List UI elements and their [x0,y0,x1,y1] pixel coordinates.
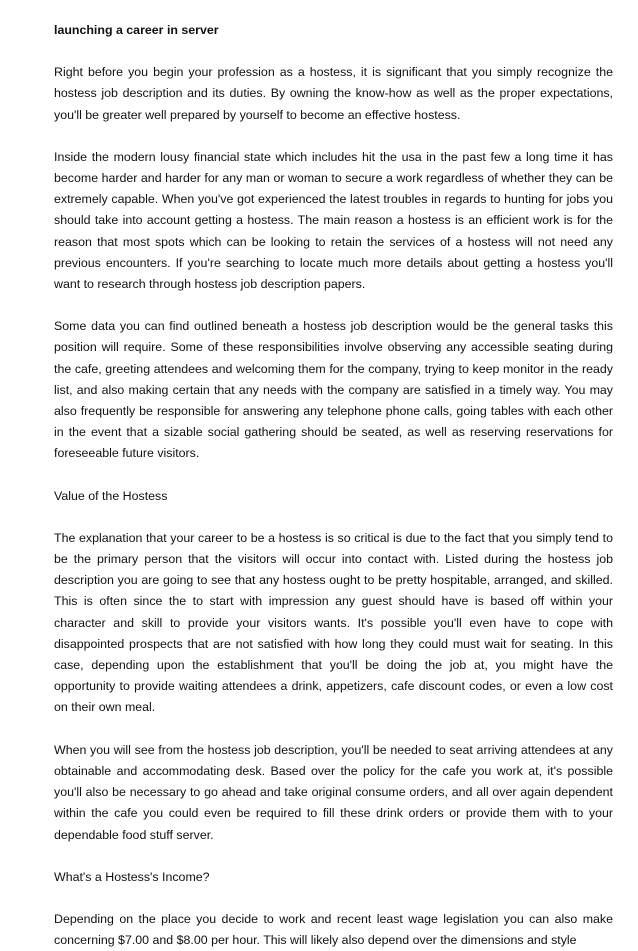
paragraph-importance: The explanation that your career to be a hostess is so critical is due to the fact that you simply tend to be the primary person that the visitors will occur into contact with. Listed during the hostess job description you are going to see that any hostess ought to be pretty hospitable, arranged, and skilled. This is often since the to start with impression any guest should have is based off within your character and skill to provide your visitors wants. It's possible you'll even have to cope with disappointed prospects that are not satisfied with how long they could must wait for seating. In this case, depending upon the establishment that you'll be doing the job at, you might have the opportunity to provide waiting attendees a drink, appetizers, cafe discount codes, or even a low cost on their own meal. [54,530,613,715]
paragraph-duties: Some data you can find outlined beneath a hostess job description would be the general tasks this position will require. Some of these responsibilities involve observing any accessible seating during the cafe, greeting attendees and welcoming them for the company, trying to keep monitor in the ready list, and also making certain that any needs with the company are satisfied in a timely way. You may also frequently be responsible for answering any telephone phone calls, going tables with each other in the event that a sizable social gathering should be seated, as well as reserving reservations for foreseeable future visitors. [54,319,613,461]
section-heading-value: Value of the Hostess [54,488,168,503]
paragraph-intro: Right before you begin your profession as a hostess, it is significant that you simply recognize the hostess job description and its duties. By owning the know-how as well as the proper expectations, you'll be greater well prepared by yourself to become an effective hostess. [54,65,613,122]
document-page [54,20,613,951]
paragraph-income: Depending on the place you decide to work and recent least wage legislation you can also make concerning $7.00 and $8.00 per hour. This will likely also depend over the dimensions and style [54,911,613,948]
document-title: launching a career in server [54,23,219,37]
section-heading-income: What's a Hostess's Income? [54,869,210,884]
paragraph-economy: Inside the modern lousy financial state which includes hit the usa in the past few a long time it has become harder and harder for any man or woman to secure a work regardless of whether they can be extremely capable. When you've got experienced the latest troubles in regards to hunting for jobs you should take into account getting a hostess. The main reason a hostess is an efficient work is for the reason that most spots which can be looking to retain the services of a hostess will not need any previous encounters. If you're searching to locate much more details about getting a hostess you'll want to research through hostess job description papers. [54,149,613,292]
paragraph-seating: When you will see from the hostess job description, you'll be needed to seat arriving attendees at any obtainable and accommodating desk. Based over the policy for the cafe you work at, it's possible you'll also be necessary to go ahead and take original consume orders, and all over again dependent within the cafe you could even be required to fill these drink orders or provide them with to your dependable food stuff server. [54,742,613,842]
